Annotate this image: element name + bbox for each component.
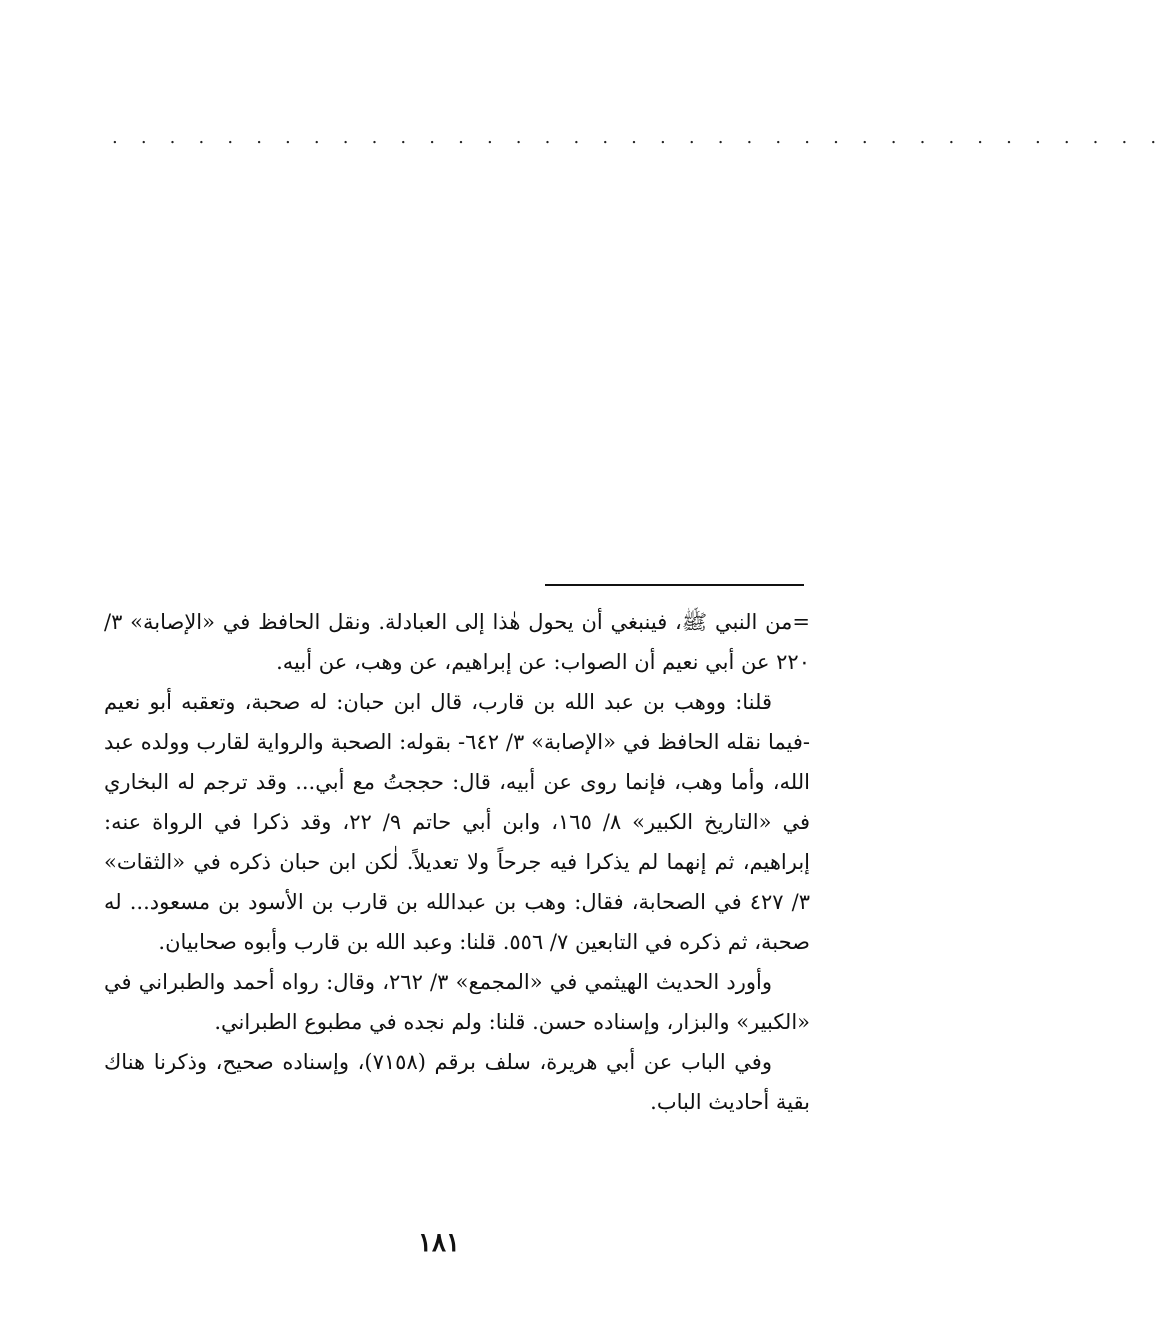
- footnote-paragraph-3: وأورد الحديث الهيثمي في «المجمع» ٣/ ٢٦٢، وقال: رواه أحمد والطبراني في «الكبير» والبزار، وإسناده حسن. قلنا: ولم نجده في مطبوع الطبراني.: [104, 970, 810, 1034]
- footnote-rule: [545, 584, 804, 586]
- footnote-paragraph-2: قلنا: ووهب بن عبد الله بن قارب، قال ابن حبان: له صحبة، وتعقبه أبو نعيم -فيما نقله الحافظ في «الإصابة» ٣/ ٦٤٢- بقوله: الصحبة والرواية لقارب وولده عبد الله، وأما وهب، فإنما روى عن أبيه، قال: حججتُ مع أبي... وقد ترجم له البخاري في «التاريخ الكبير» ٨/ ١٦٥، وابن أبي حاتم ٩/ ٢٢، وقد ذكرا في الرواة عنه: إبراهيم، ثم إنهما لم يذكرا فيه جرحاً ولا تعديلاً. لٰكن ابن حبان ذكره في «الثقات» ٣/ ٤٢٧ في الصحابة، فقال: وهب بن عبدالله بن قارب بن الأسود بن مسعود... له صحبة، ثم ذكره في التابعين ٧/ ٥٥٦. قلنا: وعبد الله بن قارب وأبوه صحابيان.: [104, 690, 810, 954]
- footnote-paragraph-1: =من النبي ﷺ، فينبغي أن يحول هٰذا إلى العبادلة. ونقل الحافظ في «الإصابة» ٣/ ٢٢٠ عن أبي نعيم أن الصواب: عن إبراهيم، عن وهب، عن أبيه.: [104, 610, 810, 674]
- footnote-paragraph-4: وفي الباب عن أبي هريرة، سلف برقم (٧١٥٨)، وإسناده صحيح، وذكرنا هناك بقية أحاديث الباب.: [104, 1050, 810, 1114]
- dotted-separator: . . . . . . . . . . . . . . . . . . . . . . . . . . . . . . . . . . . . .: [112, 127, 1165, 148]
- page-number: ١٨١: [418, 1228, 460, 1258]
- footnote-block: [104, 602, 810, 1122]
